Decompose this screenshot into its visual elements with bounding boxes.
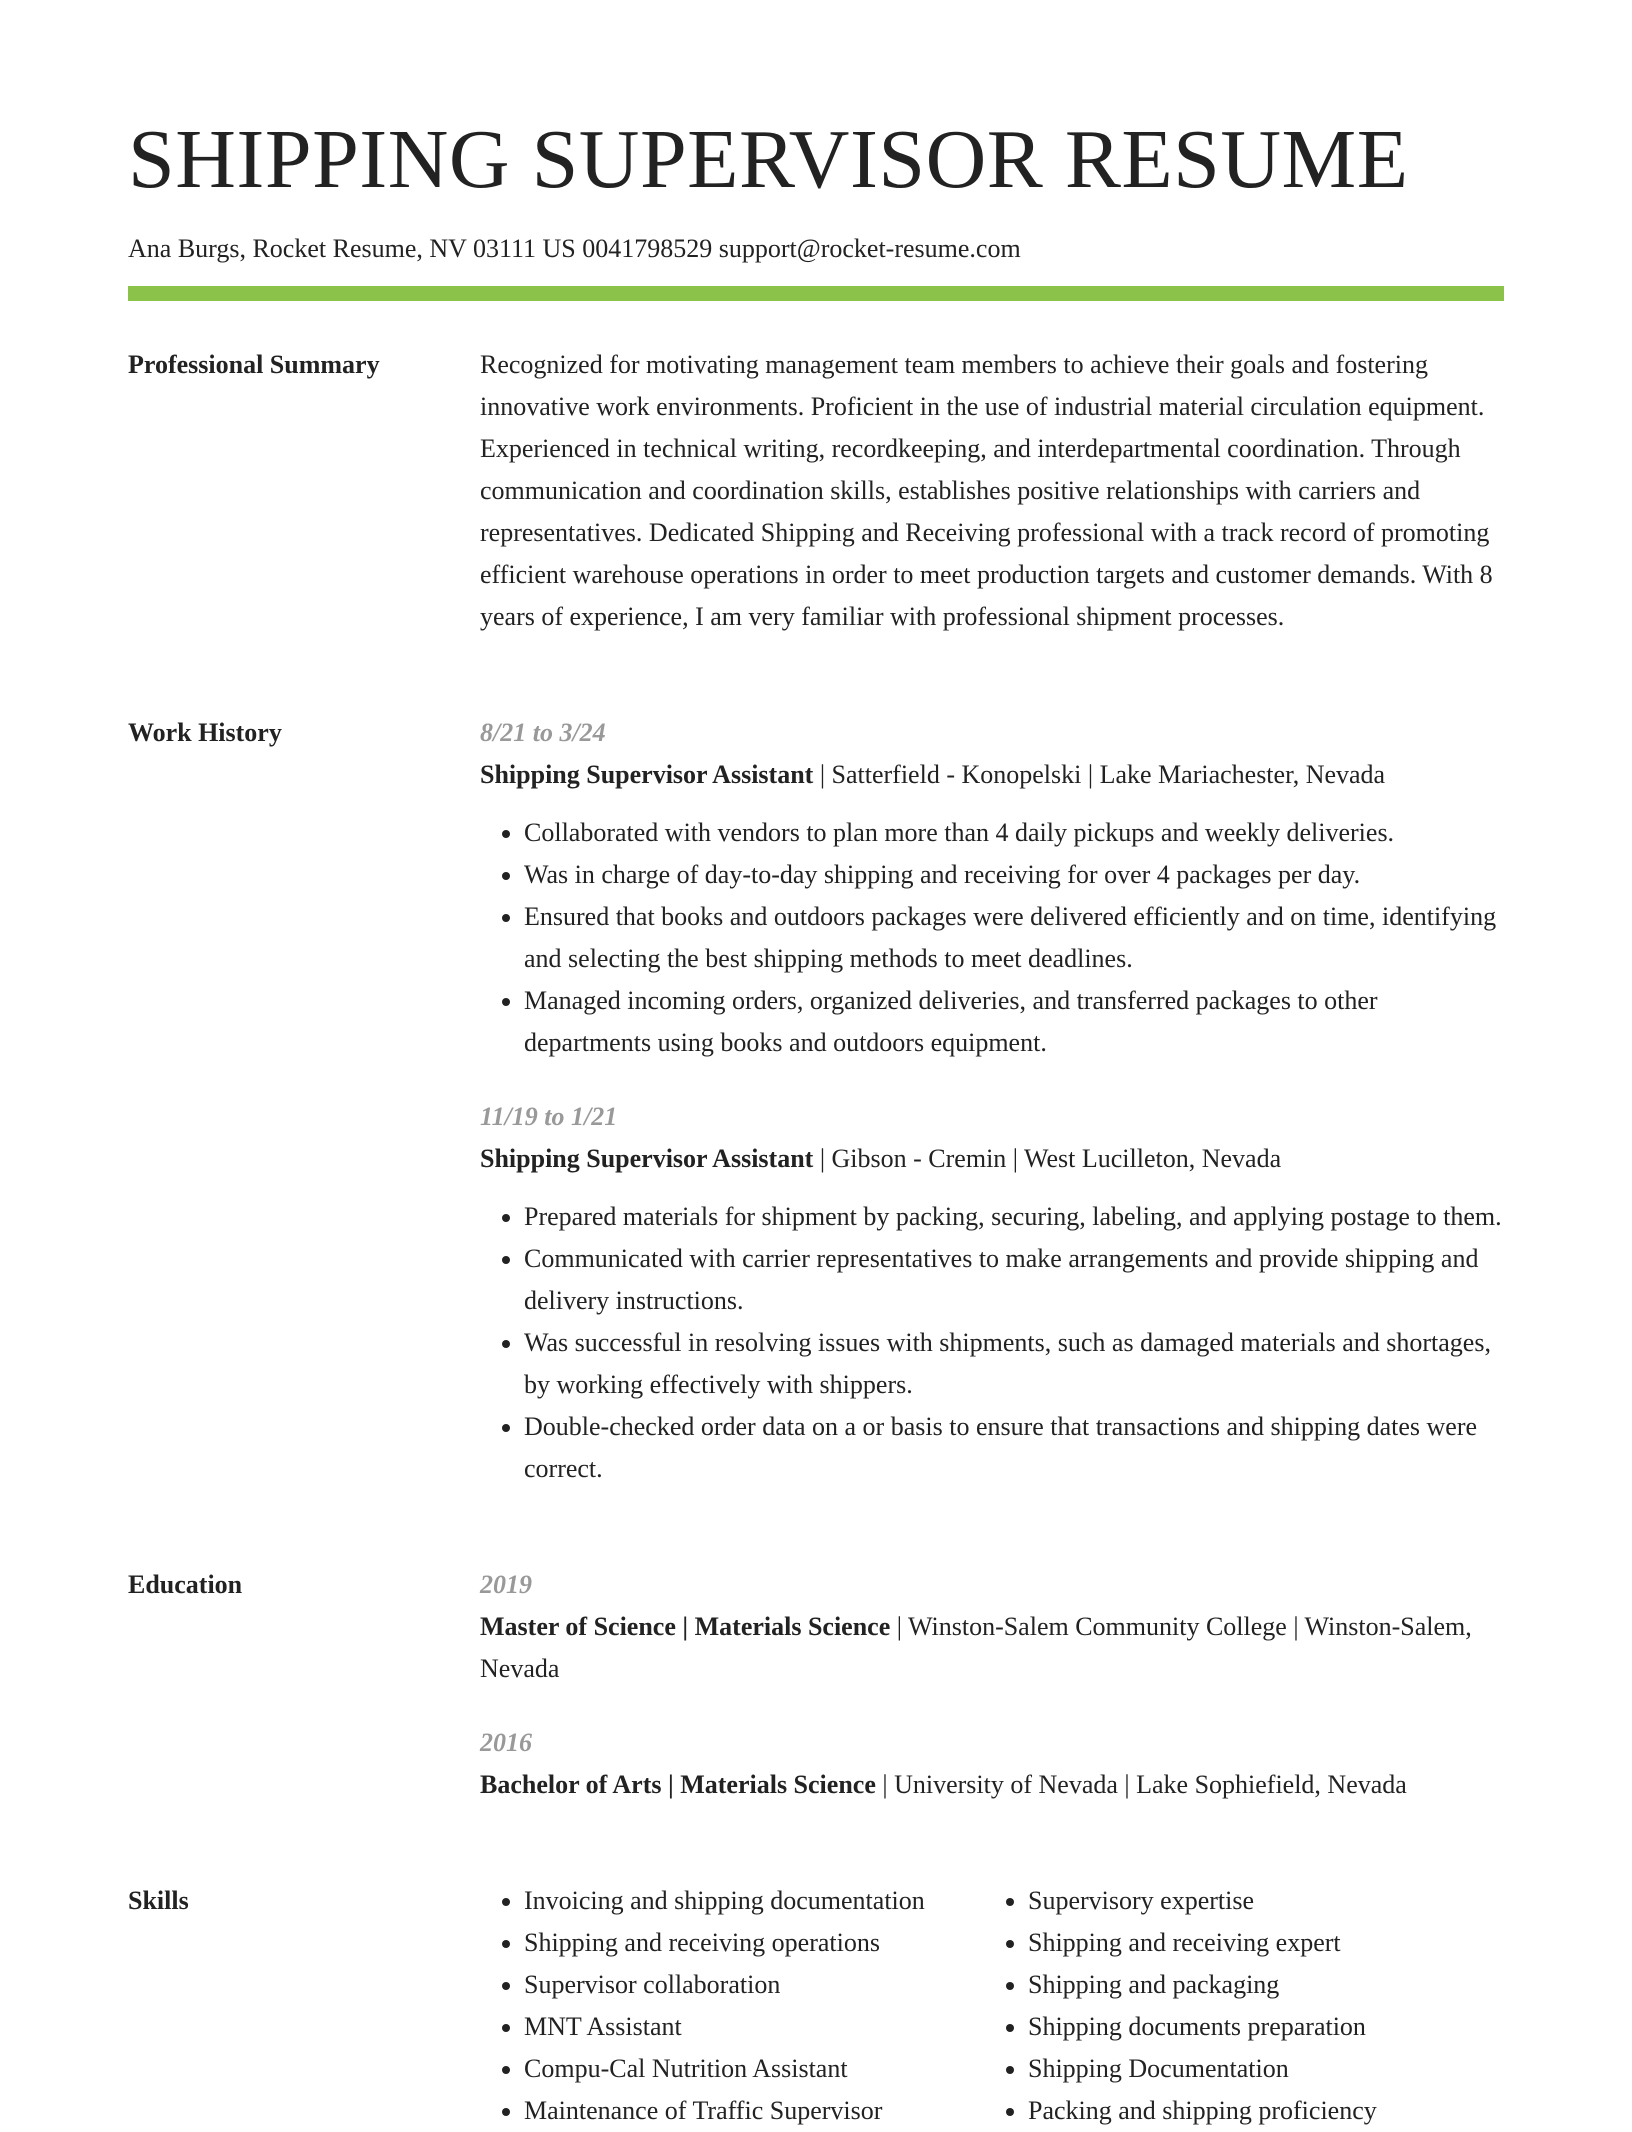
education-headline xyxy=(480,1606,1504,1690)
job-date: 8/21 to 3/24 xyxy=(480,718,606,747)
skill-item: • Supervisor collaboration xyxy=(524,1964,984,2006)
header-divider xyxy=(128,286,1504,301)
skill-item: • Maintenance of Traffic Supervisor xyxy=(524,2090,984,2132)
education-date: 2019 xyxy=(480,1570,532,1599)
skill-item: • Shipping and receiving operations xyxy=(524,1922,984,1964)
summary-text: Recognized for motivating management team members to achieve their goals and fostering innovative work environments. Proficient in the use of industrial material circulation equipment. Experienced in technical writing, recordkeeping, and interdepartmental coordination. Through communication and coordination skills, establishes positive relationships with carriers and representatives. Dedicated Shipping and Receiving professional with a track record of promoting efficient warehouse operations in order to meet production targets and customer demands. With 8 years of experience, I am very familiar with professional shipment processes. xyxy=(480,350,1493,631)
job-bullet: • Collaborated with vendors to plan more than 4 daily pickups and weekly deliveries. xyxy=(524,812,1504,854)
section-label-skills: Skills xyxy=(128,1886,189,1915)
job-bullet: • Was in charge of day-to-day shipping and receiving for over 4 packages per day. xyxy=(524,854,1504,896)
skills-list-right xyxy=(984,1880,1504,2132)
education-degree: Bachelor of Arts | Materials Science xyxy=(480,1770,876,1799)
education-entry xyxy=(480,1722,1504,1806)
section-label-education: Education xyxy=(128,1570,243,1599)
skill-item: • Compu-Cal Nutrition Assistant xyxy=(524,2048,984,2090)
job-title: Shipping Supervisor Assistant xyxy=(480,1144,814,1173)
skill-item: • Packing and shipping proficiency xyxy=(1028,2090,1504,2132)
education-body xyxy=(480,1564,1504,1838)
job-details: | Satterfield - Konopelski | Lake Mariachester, Nevada xyxy=(813,760,1386,789)
skill-item: • Shipping Documentation xyxy=(1028,2048,1504,2090)
summary-body xyxy=(480,344,1504,638)
work-history-body xyxy=(480,712,1504,1522)
job-headline xyxy=(480,1138,1504,1180)
section-label-summary: Professional Summary xyxy=(128,350,380,379)
section-label-work-history: Work History xyxy=(128,718,282,747)
skill-item: • Shipping documents preparation xyxy=(1028,2006,1504,2048)
education-details: | Winston-Salem Community College | Winston-Salem, Nevada xyxy=(480,1612,1472,1683)
skill-item: • Shipping and packaging xyxy=(1028,1964,1504,2006)
job-bullet: • Double-checked order data on a or basis to ensure that transactions and shipping dates were correct. xyxy=(524,1406,1504,1490)
skills-list-left xyxy=(480,1880,984,2132)
education-degree: Master of Science | Materials Science xyxy=(480,1612,891,1641)
education-details: | University of Nevada | Lake Sophiefield, Nevada xyxy=(875,1770,1407,1799)
job-entry xyxy=(480,1096,1504,1490)
contact-line: Ana Burgs, Rocket Resume, NV 03111 US 0041798529 support@rocket-resume.com xyxy=(128,234,1021,263)
job-details: | Gibson - Cremin | West Lucilleton, Nevada xyxy=(813,1144,1282,1173)
job-entry xyxy=(480,712,1504,1064)
resume-title: SHIPPING SUPERVISOR RESUME xyxy=(128,113,1409,206)
skill-item: • Supervisory expertise xyxy=(1028,1880,1504,1922)
education-entry xyxy=(480,1564,1504,1690)
job-bullet: • Prepared materials for shipment by packing, securing, labeling, and applying postage to them. xyxy=(524,1196,1504,1238)
job-bullet: • Ensured that books and outdoors packages were delivered efficiently and on time, identifying and selecting the best shipping methods to meet deadlines. xyxy=(524,896,1504,980)
job-bullet: • Was successful in resolving issues with shipments, such as damaged materials and shortages, by working effectively with shippers. xyxy=(524,1322,1504,1406)
job-bullet: • Communicated with carrier representatives to make arrangements and provide shipping and delivery instructions. xyxy=(524,1238,1504,1322)
job-date: 11/19 to 1/21 xyxy=(480,1102,618,1131)
skill-item: • MNT Assistant xyxy=(524,2006,984,2048)
skill-item: • Shipping and receiving expert xyxy=(1028,1922,1504,1964)
job-bullets xyxy=(480,812,1504,1064)
job-bullets xyxy=(480,1196,1504,1490)
education-date: 2016 xyxy=(480,1728,532,1757)
job-headline xyxy=(480,754,1504,796)
job-title: Shipping Supervisor Assistant xyxy=(480,760,814,789)
skill-item: • Invoicing and shipping documentation xyxy=(524,1880,984,1922)
job-bullet: • Managed incoming orders, organized deliveries, and transferred packages to other departments using books and outdoors equipment. xyxy=(524,980,1504,1064)
education-headline xyxy=(480,1764,1504,1806)
